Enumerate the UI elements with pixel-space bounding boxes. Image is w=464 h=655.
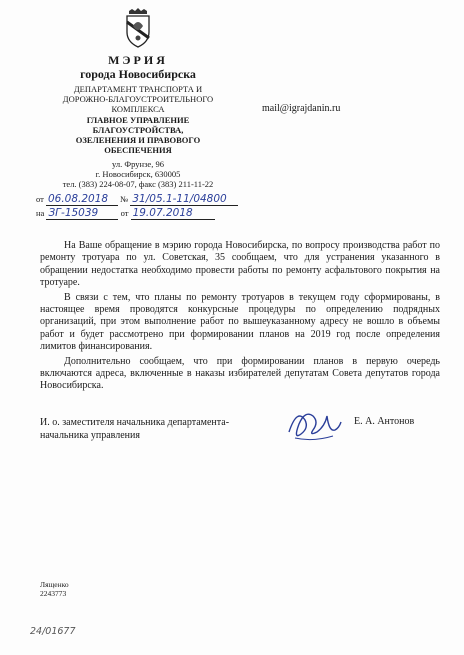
paragraph: В связи с тем, что планы по ремонту тротуаров в текущем году сформированы, в настоящее время проводятся конкурсные процедуры по определению подрядных организаций, при этом выполнение работ по вышеуказанному адресу не вошло в объемы работ и будет рассмотрено при формировании планов на 2019 год после определения лимитов финансирования. <box>40 291 440 353</box>
paragraph: На Ваше обращение в мэрию города Новосибирска, по вопросу производства работ по ремонту тротуара по ул. Советская, 35 сообщаем, что для устранения указанного в обращении недостатка необходимо провести работы по ремонту асфальтового покрытия на тротуаре. <box>40 240 440 289</box>
outgoing-date: 06.08.2018 <box>47 193 109 205</box>
recipient-email: mail@igrajdanin.ru <box>262 103 341 114</box>
registry-stamp: 24/01677 <box>30 626 76 637</box>
signer-position: И. о. заместителя начальника департамента- начальника управления <box>40 417 230 441</box>
incoming-date: 19.07.2018 <box>132 207 193 219</box>
outgoing-registration: от 06.08.2018 № 31/05.1-11/04800 <box>36 193 238 206</box>
department-name: ДЕПАРТАМЕНТ ТРАНСПОРТА И ДОРОЖНО-БЛАГОУСТРОИТЕЛЬНОГО КОМПЛЕКСА <box>62 84 214 114</box>
incoming-number: ЗГ-15039 <box>48 207 99 219</box>
org-name: МЭРИЯ <box>108 53 168 67</box>
coat-of-arms-icon <box>123 8 153 48</box>
executor-info: Лященко 2243773 <box>40 580 69 598</box>
letterhead <box>40 8 236 155</box>
handwritten-signature <box>283 402 343 446</box>
paragraph: Дополнительно сообщаем, что при формировании планов в первую очередь включаются адреса, включенные в наказы избирателей депутатам Совета депутатов города Новосибирска. <box>40 355 440 392</box>
signer-name: Е. А. Антонов <box>354 416 415 427</box>
incoming-reference: на ЗГ-15039 от 19.07.2018 <box>36 207 215 220</box>
letter-body <box>40 240 440 395</box>
subdivision-name: ГЛАВНОЕ УПРАВЛЕНИЕ БЛАГОУСТРОЙСТВА, ОЗЕЛЕНЕНИЯ И ПРАВОВОГО ОБЕСПЕЧЕНИЯ <box>75 115 201 155</box>
sender-address: ул. Фрунзе, 96 г. Новосибирск, 630005 тел. (383) 224-08-07, факс (383) 211-11-22 <box>62 159 214 189</box>
outgoing-number: 31/05.1-11/04800 <box>132 193 227 205</box>
org-city: города Новосибирска <box>80 67 196 81</box>
